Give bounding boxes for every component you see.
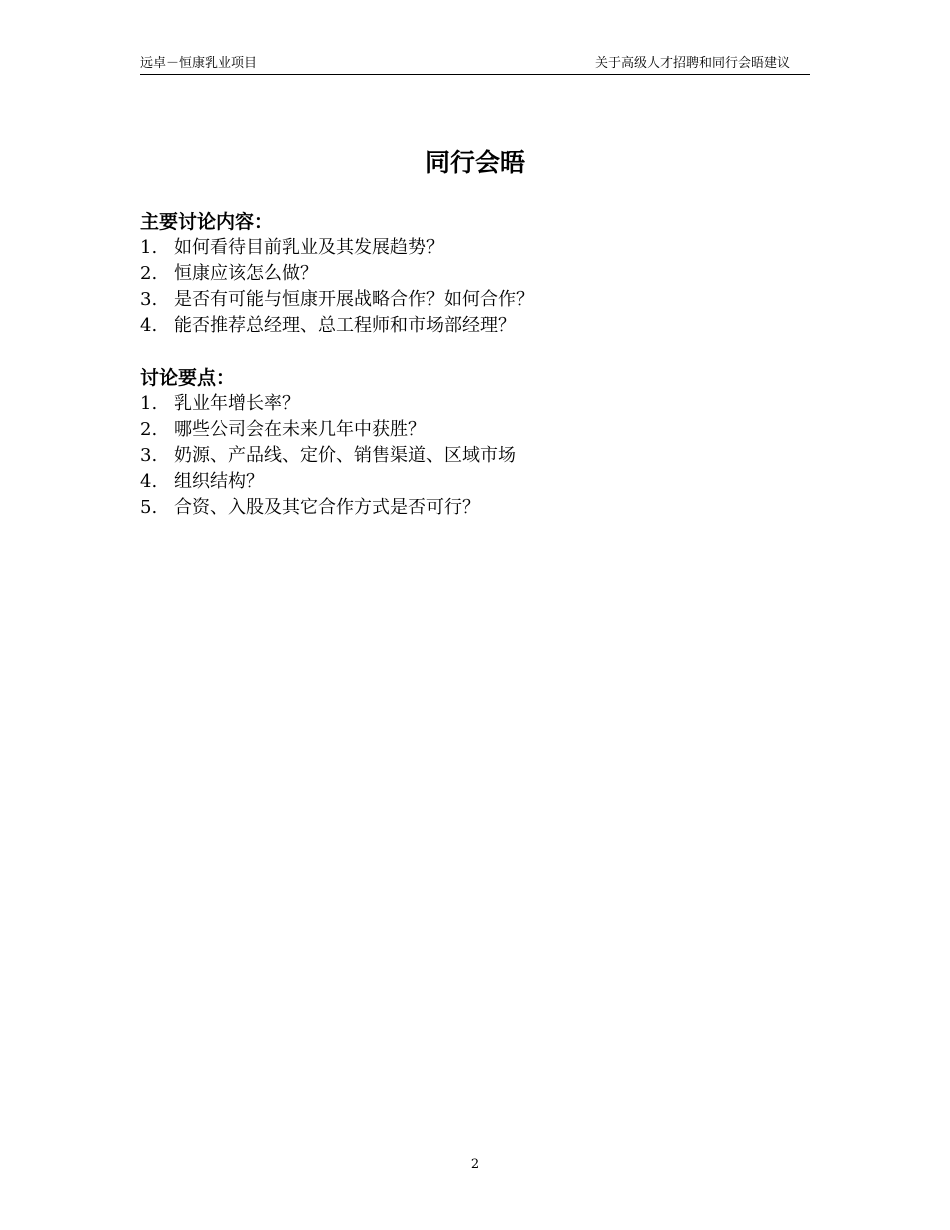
list-item: [140, 495, 820, 521]
list-item-text: 哪些公司会在未来几年中获胜？: [174, 419, 426, 440]
list-item: [140, 261, 820, 287]
list-item: [140, 391, 820, 417]
list-item: [140, 287, 820, 313]
header-project-name: 远卓－恒康乳业项目: [140, 56, 258, 71]
section-main-discussion: [140, 209, 820, 339]
list-item-number: 1.: [140, 237, 158, 258]
section-discussion-points: [140, 365, 820, 521]
list-item-text: 合资、入股及其它合作方式是否可行？: [174, 497, 480, 518]
list-item: [140, 235, 820, 261]
list-item: [140, 443, 820, 469]
page-header: [140, 56, 810, 75]
list-item-text: 乳业年增长率？: [174, 393, 300, 414]
list-item: [140, 469, 820, 495]
list-item-text: 组织结构？: [174, 471, 264, 492]
list-item-number: 1.: [140, 393, 158, 414]
header-document-title: 关于高级人才招聘和同行会晤建议: [594, 56, 790, 71]
section-heading: 主要讨论内容：: [140, 211, 274, 233]
list-item-number: 3.: [140, 445, 158, 466]
page-title: 同行会晤: [424, 148, 525, 177]
points-list: [140, 391, 820, 521]
list-item: [140, 417, 820, 443]
list-item-number: 4.: [140, 471, 158, 492]
list-item-text: 恒康应该怎么做？: [174, 263, 318, 284]
discussion-list: [140, 235, 820, 339]
list-item-text: 奶源、产品线、定价、销售渠道、区域市场: [174, 445, 516, 466]
list-item-number: 5.: [140, 497, 158, 518]
list-item-number: 3.: [140, 289, 158, 310]
list-item-text: 如何看待目前乳业及其发展趋势？: [174, 237, 444, 258]
list-item-text: 是否有可能与恒康开展战略合作？如何合作？: [174, 289, 534, 310]
page-number: 2: [470, 1157, 480, 1172]
list-item-number: 2.: [140, 263, 158, 284]
list-item-text: 能否推荐总经理、总工程师和市场部经理？: [174, 315, 516, 336]
section-heading: 讨论要点：: [140, 367, 236, 389]
list-item-number: 4.: [140, 315, 158, 336]
list-item: [140, 313, 820, 339]
list-item-number: 2.: [140, 419, 158, 440]
